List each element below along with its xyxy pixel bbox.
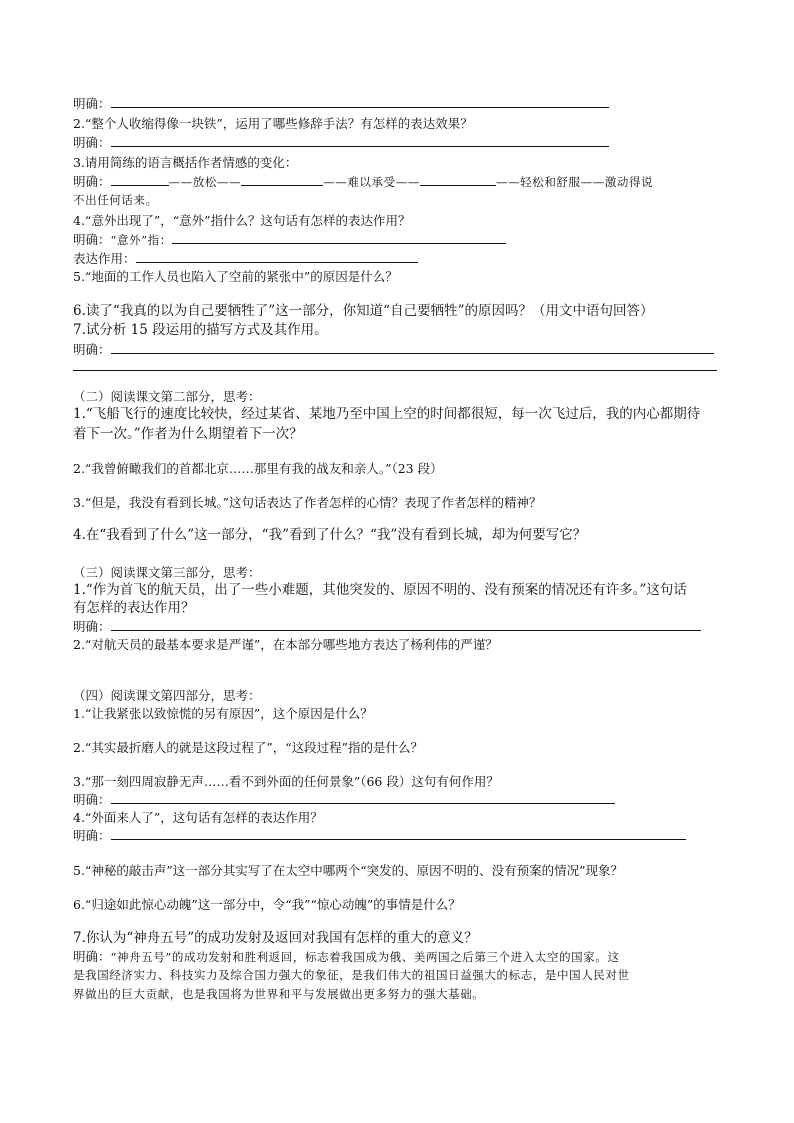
question-4-6: 6.“归途如此惊心动魄”这一部分中，令“我”“惊心动魄”的事情是什么？ [73, 897, 461, 912]
answer-line-7: 明确： [73, 341, 714, 358]
question-2-4: 4.在“我看到了什么”这一部分，“我”看到了什么？“我”没有看到长城，却为何要写它？ [73, 527, 587, 543]
answer-line-4-3: 明确： [73, 791, 615, 808]
question-3-1b: 有怎样的表达作用？ [73, 600, 195, 616]
question-4-5: 5.“神秘的敲击声”这一部分其实写了在太空中哪两个“突发的、原因不明的、没有预案的情况”现象？ [73, 863, 623, 878]
answer-line-4b: 表达作用： [73, 250, 418, 267]
question-4-7: 7.你认为“神舟五号”的成功发射及返回对我国有怎样的重大的意义？ [73, 930, 478, 946]
question-1-2: 2.“整个人收缩得像一块铁”，运用了哪些修辞手法？有怎样的表达效果？ [73, 116, 473, 131]
question-3-2: 2.“对航天员的最基本要求是严谨”，在本部分哪些地方表达了杨利伟的严谨？ [73, 637, 498, 652]
answer-line-3-cont: 不出任何话来。 [73, 193, 158, 207]
answer-line-0: 明确： [73, 95, 609, 112]
blank [111, 134, 609, 147]
question-2-2: 2.“我曾俯瞰我们的首都北京……那里有我的战友和亲人。”（23 段） [73, 461, 443, 476]
answer-4-7-line3: 界做出的巨大贡献，也是我国将为世界和平与发展做出更多努力的强大基础。 [73, 987, 485, 1001]
question-4-3: 3.“那一刻四周寂静无声……看不到外面的任何景象”（66 段）这句有何作用？ [73, 774, 499, 789]
question-1-3: 3.请用简练的语言概括作者情感的变化： [73, 155, 298, 170]
answer-line-4a: 明确：“意外”指： [73, 231, 506, 249]
answer-line-3-1: 明确： [73, 618, 701, 635]
question-1-4: 4.“意外出现了”，“意外”指什么？这句话有怎样的表达作用？ [73, 213, 411, 228]
section-3-heading: （三）阅读课文第三部分，思考： [73, 565, 261, 580]
answer-line-4-4: 明确： [73, 827, 686, 844]
question-1-7: 7.试分析 15 段运用的描写方式及其作用。 [73, 322, 328, 338]
question-2-1a: 1.“飞船飞行的速度比较快，经过某省、某地乃至中国上空的时间都很短，每一次飞过后，我的内心都期待 [73, 406, 701, 422]
answer-line-3: 明确： ——放松—— ——难以承受—— ——轻松和舒服——激动得说 [73, 174, 654, 189]
question-1-6: 6.读了“我真的以为自己要牺牲了”这一部分，你知道“自己要牺牲”的原因吗？（用文中语句回答） [73, 303, 654, 319]
blank [111, 95, 609, 108]
answer-line-2: 明确： [73, 134, 609, 151]
answer-4-7-line2: 是我国经济实力、科技实力及综合国力强大的象征，是我们伟大的祖国日益强大的标志，是中国人民对世 [73, 968, 630, 982]
question-3-1a: 1.“作为首飞的航天员，出了一些小难题，其他突发的、原因不明的、没有预案的情况还有许多。”这句话 [73, 582, 687, 598]
question-2-1b: 着下一次。”作者为什么期望着下一次？ [73, 426, 303, 442]
question-2-3: 3.“但是，我没有看到长城。”这句话表达了作者怎样的心情？表现了作者怎样的精神？ [73, 495, 542, 510]
section-2-heading: （二）阅读课文第二部分，思考： [73, 389, 261, 404]
answer-line-7-cont [73, 358, 717, 375]
question-4-1: 1.“让我紧张以致惊慌的另有原因”，这个原因是什么？ [73, 706, 373, 721]
question-4-4: 4.“外面来人了”，这句话有怎样的表达作用？ [73, 810, 323, 825]
question-4-2: 2.“其实最折磨人的就是这段过程了”，“这段过程”指的是什么？ [73, 740, 423, 755]
question-1-5: 5.“地面的工作人员也陷入了空前的紧张中”的原因是什么？ [73, 269, 398, 284]
answer-4-7-line1: 明确：“神舟五号”的成功发射和胜利返回，标志着我国成为俄、美两国之后第三个进入太空的国家。这 [73, 949, 620, 964]
section-4-heading: （四）阅读课文第四部分，思考： [73, 688, 261, 703]
